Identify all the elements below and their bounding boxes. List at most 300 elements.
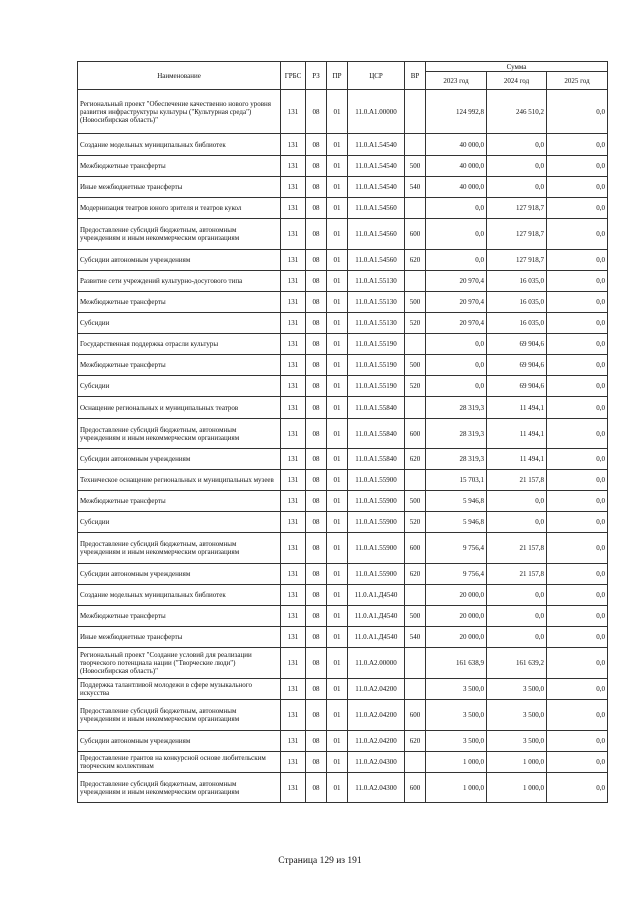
header-grbs: ГРБС bbox=[281, 62, 306, 90]
cell-vr: 620 bbox=[405, 250, 426, 271]
cell-vr bbox=[405, 648, 426, 679]
cell-pr: 01 bbox=[327, 564, 348, 585]
cell-vr bbox=[405, 752, 426, 773]
cell-grbs: 131 bbox=[281, 752, 306, 773]
cell-2024: 0,0 bbox=[487, 177, 547, 198]
cell-csr: 11.0.А1.55130 bbox=[348, 292, 405, 313]
cell-2024: 127 918,7 bbox=[487, 250, 547, 271]
cell-pr: 01 bbox=[327, 491, 348, 512]
table-row bbox=[78, 419, 608, 449]
cell-2025: 0,0 bbox=[547, 313, 608, 334]
header-rz: РЗ bbox=[306, 62, 327, 90]
cell-pr: 01 bbox=[327, 134, 348, 156]
cell-2024: 21 157,8 bbox=[487, 533, 547, 564]
cell-2024: 0,0 bbox=[487, 134, 547, 156]
cell-grbs: 131 bbox=[281, 376, 306, 397]
cell-rz: 08 bbox=[306, 90, 327, 134]
cell-pr: 01 bbox=[327, 90, 348, 134]
cell-name: Региональный проект "Создание условий для реализации творческого потенциала нации ("Творческие люди") (Новосибирская область)" bbox=[78, 648, 281, 679]
header-vr: ВР bbox=[405, 62, 426, 90]
cell-csr: 11.0.А1.54560 bbox=[348, 219, 405, 250]
cell-rz: 08 bbox=[306, 198, 327, 219]
cell-2023: 0,0 bbox=[426, 334, 487, 355]
table-row bbox=[78, 250, 608, 271]
cell-vr bbox=[405, 271, 426, 292]
cell-name: Субсидии автономным учреждениям bbox=[78, 564, 281, 585]
cell-vr: 540 bbox=[405, 627, 426, 648]
cell-2024: 21 157,8 bbox=[487, 470, 547, 491]
cell-2025: 0,0 bbox=[547, 700, 608, 731]
table-row bbox=[78, 156, 608, 177]
cell-2023: 15 703,1 bbox=[426, 470, 487, 491]
table-row bbox=[78, 773, 608, 803]
cell-vr: 600 bbox=[405, 700, 426, 731]
cell-rz: 08 bbox=[306, 334, 327, 355]
cell-name: Субсидии bbox=[78, 376, 281, 397]
cell-2025: 0,0 bbox=[547, 648, 608, 679]
cell-2024: 11 494,1 bbox=[487, 397, 547, 419]
cell-2025: 0,0 bbox=[547, 250, 608, 271]
cell-2024: 11 494,1 bbox=[487, 419, 547, 449]
header-sum: Сумма bbox=[426, 62, 608, 72]
cell-2024: 1 000,0 bbox=[487, 773, 547, 803]
cell-2023: 28 319,3 bbox=[426, 397, 487, 419]
cell-pr: 01 bbox=[327, 376, 348, 397]
cell-2025: 0,0 bbox=[547, 271, 608, 292]
header-year-2024: 2024 год bbox=[487, 72, 547, 90]
cell-grbs: 131 bbox=[281, 334, 306, 355]
table-row bbox=[78, 491, 608, 512]
table-row bbox=[78, 177, 608, 198]
cell-2023: 0,0 bbox=[426, 198, 487, 219]
cell-vr: 600 bbox=[405, 219, 426, 250]
cell-pr: 01 bbox=[327, 271, 348, 292]
table-row bbox=[78, 313, 608, 334]
cell-2023: 40 000,0 bbox=[426, 177, 487, 198]
cell-rz: 08 bbox=[306, 156, 327, 177]
cell-2024: 127 918,7 bbox=[487, 219, 547, 250]
cell-csr: 11.0.А1.55190 bbox=[348, 355, 405, 376]
cell-pr: 01 bbox=[327, 419, 348, 449]
cell-2023: 20 970,4 bbox=[426, 313, 487, 334]
page-number: Страница 129 из 191 bbox=[278, 856, 362, 866]
cell-2023: 1 000,0 bbox=[426, 752, 487, 773]
table-row bbox=[78, 271, 608, 292]
cell-vr: 500 bbox=[405, 606, 426, 627]
cell-rz: 08 bbox=[306, 679, 327, 700]
cell-grbs: 131 bbox=[281, 198, 306, 219]
cell-grbs: 131 bbox=[281, 533, 306, 564]
cell-2025: 0,0 bbox=[547, 156, 608, 177]
cell-2024: 69 904,6 bbox=[487, 334, 547, 355]
cell-2025: 0,0 bbox=[547, 449, 608, 470]
cell-name: Межбюджетные трансферты bbox=[78, 606, 281, 627]
table-row bbox=[78, 219, 608, 250]
cell-rz: 08 bbox=[306, 648, 327, 679]
cell-vr: 520 bbox=[405, 376, 426, 397]
cell-csr: 11.0.А1.55900 bbox=[348, 491, 405, 512]
cell-rz: 08 bbox=[306, 449, 327, 470]
cell-pr: 01 bbox=[327, 355, 348, 376]
cell-2023: 40 000,0 bbox=[426, 134, 487, 156]
cell-2025: 0,0 bbox=[547, 679, 608, 700]
cell-name: Субсидии bbox=[78, 313, 281, 334]
table-row bbox=[78, 198, 608, 219]
cell-grbs: 131 bbox=[281, 355, 306, 376]
cell-csr: 11.0.А1.00000 bbox=[348, 90, 405, 134]
cell-csr: 11.0.А2.04200 bbox=[348, 731, 405, 752]
cell-2025: 0,0 bbox=[547, 177, 608, 198]
cell-name: Развитие сети учреждений культурно-досугового типа bbox=[78, 271, 281, 292]
cell-csr: 11.0.А2.04200 bbox=[348, 679, 405, 700]
table-row bbox=[78, 292, 608, 313]
cell-name: Государственная поддержка отрасли культуры bbox=[78, 334, 281, 355]
cell-2025: 0,0 bbox=[547, 491, 608, 512]
cell-2025: 0,0 bbox=[547, 731, 608, 752]
cell-csr: 11.0.А1.55900 bbox=[348, 564, 405, 585]
table-body bbox=[78, 90, 608, 803]
cell-vr bbox=[405, 334, 426, 355]
cell-csr: 11.0.А2.04300 bbox=[348, 773, 405, 803]
cell-rz: 08 bbox=[306, 313, 327, 334]
cell-pr: 01 bbox=[327, 470, 348, 491]
cell-rz: 08 bbox=[306, 606, 327, 627]
table-row bbox=[78, 376, 608, 397]
table-row bbox=[78, 90, 608, 134]
table-row bbox=[78, 585, 608, 606]
cell-2025: 0,0 bbox=[547, 585, 608, 606]
cell-csr: 11.0.А1.55900 bbox=[348, 512, 405, 533]
cell-2023: 9 756,4 bbox=[426, 564, 487, 585]
cell-2024: 0,0 bbox=[487, 512, 547, 533]
cell-2025: 0,0 bbox=[547, 627, 608, 648]
cell-2023: 124 992,8 bbox=[426, 90, 487, 134]
cell-2024: 127 918,7 bbox=[487, 198, 547, 219]
budget-table bbox=[77, 61, 608, 803]
cell-name: Межбюджетные трансферты bbox=[78, 491, 281, 512]
cell-2025: 0,0 bbox=[547, 355, 608, 376]
cell-2024: 0,0 bbox=[487, 156, 547, 177]
cell-rz: 08 bbox=[306, 585, 327, 606]
cell-rz: 08 bbox=[306, 533, 327, 564]
table-row bbox=[78, 752, 608, 773]
cell-2025: 0,0 bbox=[547, 376, 608, 397]
cell-pr: 01 bbox=[327, 397, 348, 419]
cell-vr: 500 bbox=[405, 355, 426, 376]
cell-name: Оснащение региональных и муниципальных театров bbox=[78, 397, 281, 419]
cell-2024: 246 510,2 bbox=[487, 90, 547, 134]
cell-vr: 520 bbox=[405, 512, 426, 533]
cell-2024: 3 500,0 bbox=[487, 731, 547, 752]
cell-grbs: 131 bbox=[281, 90, 306, 134]
cell-grbs: 131 bbox=[281, 292, 306, 313]
cell-rz: 08 bbox=[306, 271, 327, 292]
cell-grbs: 131 bbox=[281, 564, 306, 585]
cell-rz: 08 bbox=[306, 397, 327, 419]
cell-rz: 08 bbox=[306, 177, 327, 198]
cell-2025: 0,0 bbox=[547, 198, 608, 219]
cell-2023: 40 000,0 bbox=[426, 156, 487, 177]
cell-pr: 01 bbox=[327, 313, 348, 334]
cell-vr bbox=[405, 198, 426, 219]
cell-pr: 01 bbox=[327, 731, 348, 752]
cell-rz: 08 bbox=[306, 627, 327, 648]
header-csr: ЦСР bbox=[348, 62, 405, 90]
cell-pr: 01 bbox=[327, 449, 348, 470]
cell-pr: 01 bbox=[327, 679, 348, 700]
cell-rz: 08 bbox=[306, 470, 327, 491]
cell-2023: 3 500,0 bbox=[426, 679, 487, 700]
cell-2025: 0,0 bbox=[547, 334, 608, 355]
cell-pr: 01 bbox=[327, 198, 348, 219]
cell-name: Предоставление субсидий бюджетным, автономным учреждениям и иным некоммерческим организациям bbox=[78, 773, 281, 803]
cell-2025: 0,0 bbox=[547, 292, 608, 313]
table-row bbox=[78, 731, 608, 752]
cell-2024: 161 639,2 bbox=[487, 648, 547, 679]
cell-vr: 500 bbox=[405, 292, 426, 313]
table-row bbox=[78, 627, 608, 648]
cell-rz: 08 bbox=[306, 700, 327, 731]
table-row bbox=[78, 606, 608, 627]
cell-2023: 0,0 bbox=[426, 355, 487, 376]
cell-2023: 20 000,0 bbox=[426, 585, 487, 606]
cell-name: Иные межбюджетные трансферты bbox=[78, 177, 281, 198]
cell-2023: 9 756,4 bbox=[426, 533, 487, 564]
cell-csr: 11.0.А1.55840 bbox=[348, 419, 405, 449]
cell-vr: 600 bbox=[405, 533, 426, 564]
cell-rz: 08 bbox=[306, 773, 327, 803]
table-row bbox=[78, 679, 608, 700]
cell-csr: 11.0.А1.54560 bbox=[348, 250, 405, 271]
cell-pr: 01 bbox=[327, 752, 348, 773]
cell-vr: 500 bbox=[405, 491, 426, 512]
cell-vr: 600 bbox=[405, 773, 426, 803]
cell-grbs: 131 bbox=[281, 156, 306, 177]
cell-rz: 08 bbox=[306, 250, 327, 271]
header-pr: ПР bbox=[327, 62, 348, 90]
cell-name: Предоставление субсидий бюджетным, автономным учреждениям и иным некоммерческим организациям bbox=[78, 419, 281, 449]
cell-vr bbox=[405, 585, 426, 606]
cell-grbs: 131 bbox=[281, 134, 306, 156]
table-row bbox=[78, 355, 608, 376]
cell-grbs: 131 bbox=[281, 470, 306, 491]
cell-2024: 0,0 bbox=[487, 585, 547, 606]
cell-csr: 11.0.А2.04200 bbox=[348, 700, 405, 731]
cell-vr bbox=[405, 470, 426, 491]
cell-2024: 16 035,0 bbox=[487, 271, 547, 292]
cell-pr: 01 bbox=[327, 177, 348, 198]
cell-csr: 11.0.А2.04300 bbox=[348, 752, 405, 773]
cell-name: Техническое оснащение региональных и муниципальных музеев bbox=[78, 470, 281, 491]
cell-pr: 01 bbox=[327, 627, 348, 648]
cell-name: Предоставление субсидий бюджетным, автономным учреждениям и иным некоммерческим организациям bbox=[78, 533, 281, 564]
cell-name: Субсидии автономным учреждениям bbox=[78, 731, 281, 752]
cell-name: Иные межбюджетные трансферты bbox=[78, 627, 281, 648]
cell-2024: 0,0 bbox=[487, 491, 547, 512]
cell-grbs: 131 bbox=[281, 585, 306, 606]
cell-2024: 69 904,6 bbox=[487, 355, 547, 376]
cell-grbs: 131 bbox=[281, 271, 306, 292]
cell-2023: 28 319,3 bbox=[426, 449, 487, 470]
cell-name: Модернизация театров юного зрителя и театров кукол bbox=[78, 198, 281, 219]
cell-grbs: 131 bbox=[281, 606, 306, 627]
cell-2023: 0,0 bbox=[426, 250, 487, 271]
cell-name: Межбюджетные трансферты bbox=[78, 292, 281, 313]
cell-csr: 11.0.А1.55840 bbox=[348, 449, 405, 470]
cell-vr: 540 bbox=[405, 177, 426, 198]
cell-2025: 0,0 bbox=[547, 470, 608, 491]
cell-vr bbox=[405, 134, 426, 156]
cell-pr: 01 bbox=[327, 334, 348, 355]
cell-grbs: 131 bbox=[281, 627, 306, 648]
cell-2023: 20 000,0 bbox=[426, 627, 487, 648]
header-name: Наименование bbox=[78, 62, 281, 90]
cell-csr: 11.0.А1.55190 bbox=[348, 376, 405, 397]
cell-2023: 3 500,0 bbox=[426, 731, 487, 752]
cell-2023: 161 638,9 bbox=[426, 648, 487, 679]
cell-2025: 0,0 bbox=[547, 773, 608, 803]
cell-pr: 01 bbox=[327, 585, 348, 606]
cell-2023: 5 946,8 bbox=[426, 491, 487, 512]
cell-pr: 01 bbox=[327, 250, 348, 271]
cell-name: Субсидии bbox=[78, 512, 281, 533]
cell-rz: 08 bbox=[306, 419, 327, 449]
cell-grbs: 131 bbox=[281, 219, 306, 250]
cell-name: Предоставление субсидий бюджетным, автономным учреждениям и иным некоммерческим организациям bbox=[78, 700, 281, 731]
cell-csr: 11.0.А1.55190 bbox=[348, 334, 405, 355]
cell-2025: 0,0 bbox=[547, 90, 608, 134]
cell-2024: 0,0 bbox=[487, 627, 547, 648]
cell-csr: 11.0.А1.Д4540 bbox=[348, 606, 405, 627]
table-row bbox=[78, 648, 608, 679]
table-row bbox=[78, 470, 608, 491]
cell-rz: 08 bbox=[306, 134, 327, 156]
cell-grbs: 131 bbox=[281, 397, 306, 419]
cell-2024: 0,0 bbox=[487, 606, 547, 627]
cell-name: Субсидии автономным учреждениям bbox=[78, 449, 281, 470]
cell-2023: 1 000,0 bbox=[426, 773, 487, 803]
cell-pr: 01 bbox=[327, 648, 348, 679]
header-year-2023: 2023 год bbox=[426, 72, 487, 90]
cell-pr: 01 bbox=[327, 700, 348, 731]
cell-pr: 01 bbox=[327, 773, 348, 803]
cell-2024: 1 000,0 bbox=[487, 752, 547, 773]
cell-vr: 520 bbox=[405, 313, 426, 334]
cell-2025: 0,0 bbox=[547, 512, 608, 533]
cell-2023: 3 500,0 bbox=[426, 700, 487, 731]
cell-csr: 11.0.А1.55900 bbox=[348, 533, 405, 564]
cell-vr bbox=[405, 397, 426, 419]
cell-csr: 11.0.А1.54560 bbox=[348, 198, 405, 219]
cell-2024: 21 157,8 bbox=[487, 564, 547, 585]
cell-2025: 0,0 bbox=[547, 606, 608, 627]
cell-2024: 3 500,0 bbox=[487, 679, 547, 700]
cell-pr: 01 bbox=[327, 156, 348, 177]
cell-rz: 08 bbox=[306, 491, 327, 512]
cell-2025: 0,0 bbox=[547, 219, 608, 250]
cell-2025: 0,0 bbox=[547, 134, 608, 156]
cell-rz: 08 bbox=[306, 731, 327, 752]
table-row bbox=[78, 512, 608, 533]
cell-csr: 11.0.А1.55840 bbox=[348, 397, 405, 419]
cell-name: Межбюджетные трансферты bbox=[78, 355, 281, 376]
cell-csr: 11.0.А1.55900 bbox=[348, 470, 405, 491]
table-row bbox=[78, 397, 608, 419]
cell-2024: 16 035,0 bbox=[487, 313, 547, 334]
cell-grbs: 131 bbox=[281, 648, 306, 679]
cell-2023: 20 970,4 bbox=[426, 292, 487, 313]
cell-csr: 11.0.А1.Д4540 bbox=[348, 585, 405, 606]
cell-vr: 500 bbox=[405, 156, 426, 177]
cell-2023: 0,0 bbox=[426, 219, 487, 250]
table-row bbox=[78, 564, 608, 585]
table-row bbox=[78, 134, 608, 156]
cell-rz: 08 bbox=[306, 292, 327, 313]
cell-grbs: 131 bbox=[281, 419, 306, 449]
cell-grbs: 131 bbox=[281, 449, 306, 470]
cell-2023: 5 946,8 bbox=[426, 512, 487, 533]
cell-pr: 01 bbox=[327, 533, 348, 564]
cell-grbs: 131 bbox=[281, 731, 306, 752]
table-row bbox=[78, 700, 608, 731]
cell-grbs: 131 bbox=[281, 491, 306, 512]
cell-2023: 0,0 bbox=[426, 376, 487, 397]
cell-grbs: 131 bbox=[281, 512, 306, 533]
header-year-2025: 2025 год bbox=[547, 72, 608, 90]
cell-name: Поддержка талантливой молодежи в сфере музыкального искусства bbox=[78, 679, 281, 700]
cell-csr: 11.0.А1.55130 bbox=[348, 313, 405, 334]
cell-pr: 01 bbox=[327, 512, 348, 533]
cell-csr: 11.0.А1.54540 bbox=[348, 177, 405, 198]
cell-name: Создание модельных муниципальных библиотек bbox=[78, 585, 281, 606]
cell-grbs: 131 bbox=[281, 313, 306, 334]
cell-csr: 11.0.А1.Д4540 bbox=[348, 627, 405, 648]
cell-2024: 69 904,6 bbox=[487, 376, 547, 397]
cell-rz: 08 bbox=[306, 752, 327, 773]
cell-vr bbox=[405, 679, 426, 700]
cell-name: Предоставление грантов на конкурсной основе любительским творческим коллективам bbox=[78, 752, 281, 773]
cell-rz: 08 bbox=[306, 219, 327, 250]
cell-2024: 11 494,1 bbox=[487, 449, 547, 470]
cell-csr: 11.0.А2.00000 bbox=[348, 648, 405, 679]
cell-rz: 08 bbox=[306, 512, 327, 533]
cell-2024: 16 035,0 bbox=[487, 292, 547, 313]
cell-csr: 11.0.А1.55130 bbox=[348, 271, 405, 292]
cell-rz: 08 bbox=[306, 355, 327, 376]
cell-grbs: 131 bbox=[281, 773, 306, 803]
cell-vr: 620 bbox=[405, 564, 426, 585]
cell-2025: 0,0 bbox=[547, 419, 608, 449]
cell-name: Региональный проект "Обеспечение качественно нового уровня развития инфраструктуры культуры ("Культурная среда") (Новосибирская область)" bbox=[78, 90, 281, 134]
cell-2025: 0,0 bbox=[547, 533, 608, 564]
cell-vr bbox=[405, 90, 426, 134]
table-row bbox=[78, 533, 608, 564]
cell-csr: 11.0.А1.54540 bbox=[348, 134, 405, 156]
cell-grbs: 131 bbox=[281, 679, 306, 700]
cell-pr: 01 bbox=[327, 219, 348, 250]
cell-2025: 0,0 bbox=[547, 752, 608, 773]
cell-name: Субсидии автономным учреждениям bbox=[78, 250, 281, 271]
cell-csr: 11.0.А1.54540 bbox=[348, 156, 405, 177]
cell-2025: 0,0 bbox=[547, 564, 608, 585]
table-row bbox=[78, 334, 608, 355]
cell-2025: 0,0 bbox=[547, 397, 608, 419]
table-row bbox=[78, 449, 608, 470]
cell-2023: 20 000,0 bbox=[426, 606, 487, 627]
cell-vr: 620 bbox=[405, 449, 426, 470]
cell-name: Межбюджетные трансферты bbox=[78, 156, 281, 177]
cell-name: Предоставление субсидий бюджетным, автономным учреждениям и иным некоммерческим организациям bbox=[78, 219, 281, 250]
